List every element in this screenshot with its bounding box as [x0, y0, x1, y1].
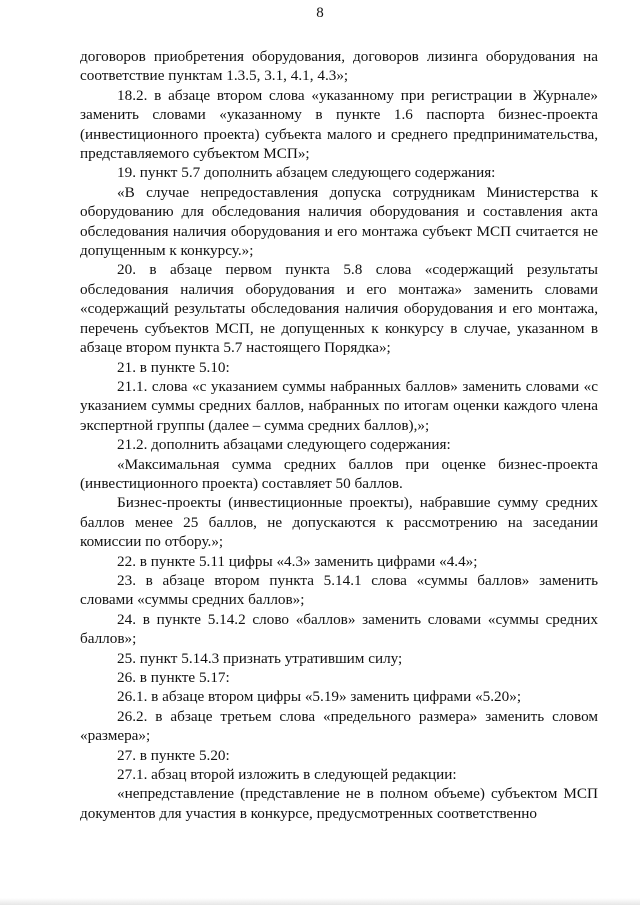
paragraph-25: 25. пункт 5.14.3 признать утратившим силу;: [117, 649, 403, 667]
page-number: 8: [316, 5, 324, 21]
paragraph-23: 23. в абзаце втором пункта 5.14.1 слова «суммы баллов» заменить словами «суммы средних баллов»;: [80, 571, 598, 609]
paragraph-18-2: 18.2. в абзаце втором слова «указанному при регистрации в Журнале» заменить словами «указанному в пункте 1.6 паспорта бизнес-проекта (инвестиционного проекта) субъекта малого и среднего предпринимательства, представляемого субъектом МСП»;: [80, 86, 598, 163]
paragraph-21-2-quote-2: Бизнес-проекты (инвестиционные проекты), набравшие сумму средних баллов менее 25 баллов, не допускаются к рассмотрению на заседании комиссии по отбору.»;: [80, 494, 598, 551]
paragraph-27: 27. в пункте 5.20:: [117, 746, 230, 764]
paragraph-21-2: 21.2. дополнить абзацами следующего содержания:: [117, 436, 451, 454]
paragraph-21: 21. в пункте 5.10:: [117, 358, 230, 376]
paragraph-24: 24. в пункте 5.14.2 слово «баллов» заменить словами «суммы средних баллов»;: [80, 610, 598, 648]
paragraph-26-2: 26.2. в абзаце третьем слова «предельного размера» заменить словом «размера»;: [80, 707, 598, 745]
scan-bottom-edge: [0, 898, 640, 905]
document-body: [80, 47, 598, 823]
paragraph-20: 20. в абзаце первом пункта 5.8 слова «содержащий результаты обследования наличия оборудования и его монтажа» заменить словами «содержащий результаты обследования наличия оборудования и его монтажа, перечень субъектов МСП, не допущенных к конкурсу в случае, указанном в абзаце втором пункта 5.7 настоящего Порядка»;: [80, 261, 598, 357]
paragraph-continuation: договоров приобретения оборудования, договоров лизинга оборудования на соответствие пунктам 1.3.5, 3.1, 4.1, 4.3»;: [80, 48, 598, 85]
paragraph-19: 19. пункт 5.7 дополнить абзацем следующего содержания:: [117, 164, 496, 182]
paragraph-26: 26. в пункте 5.17:: [117, 669, 230, 686]
paragraph-26-1: 26.1. в абзаце втором цифры «5.19» заменить цифрами «5.20»;: [117, 688, 522, 706]
paragraph-22: 22. в пункте 5.11 цифры «4.3» заменить цифрами «4.4»;: [117, 552, 478, 570]
paragraph-27-1: 27.1. абзац второй изложить в следующей редакции:: [117, 766, 457, 784]
paragraph-21-2-quote-1: «Максимальная сумма средних баллов при оценке бизнес-проекта (инвестиционного проекта) составляет 50 баллов.: [80, 455, 598, 492]
paragraph-27-1-quote: «непредставление (представление не в полном объеме) субъектом МСП документов для участия в конкурсе, предусмотренных соответственно: [80, 785, 598, 822]
paragraph-19-quote: «В случае непредоставления допуска сотрудникам Министерства к оборудованию для обследования наличия оборудования и составления акта обследования наличия оборудования и его монтажа субъект МСП считается не допущенным к конкурсу.»;: [80, 183, 598, 260]
paragraph-21-1: 21.1. слова «с указанием суммы набранных баллов» заменить словами «с указанием суммы средних баллов, набранных по итогам оценки каждого члена экспертной группы (далее – сумма средних баллов),»;: [80, 377, 598, 434]
